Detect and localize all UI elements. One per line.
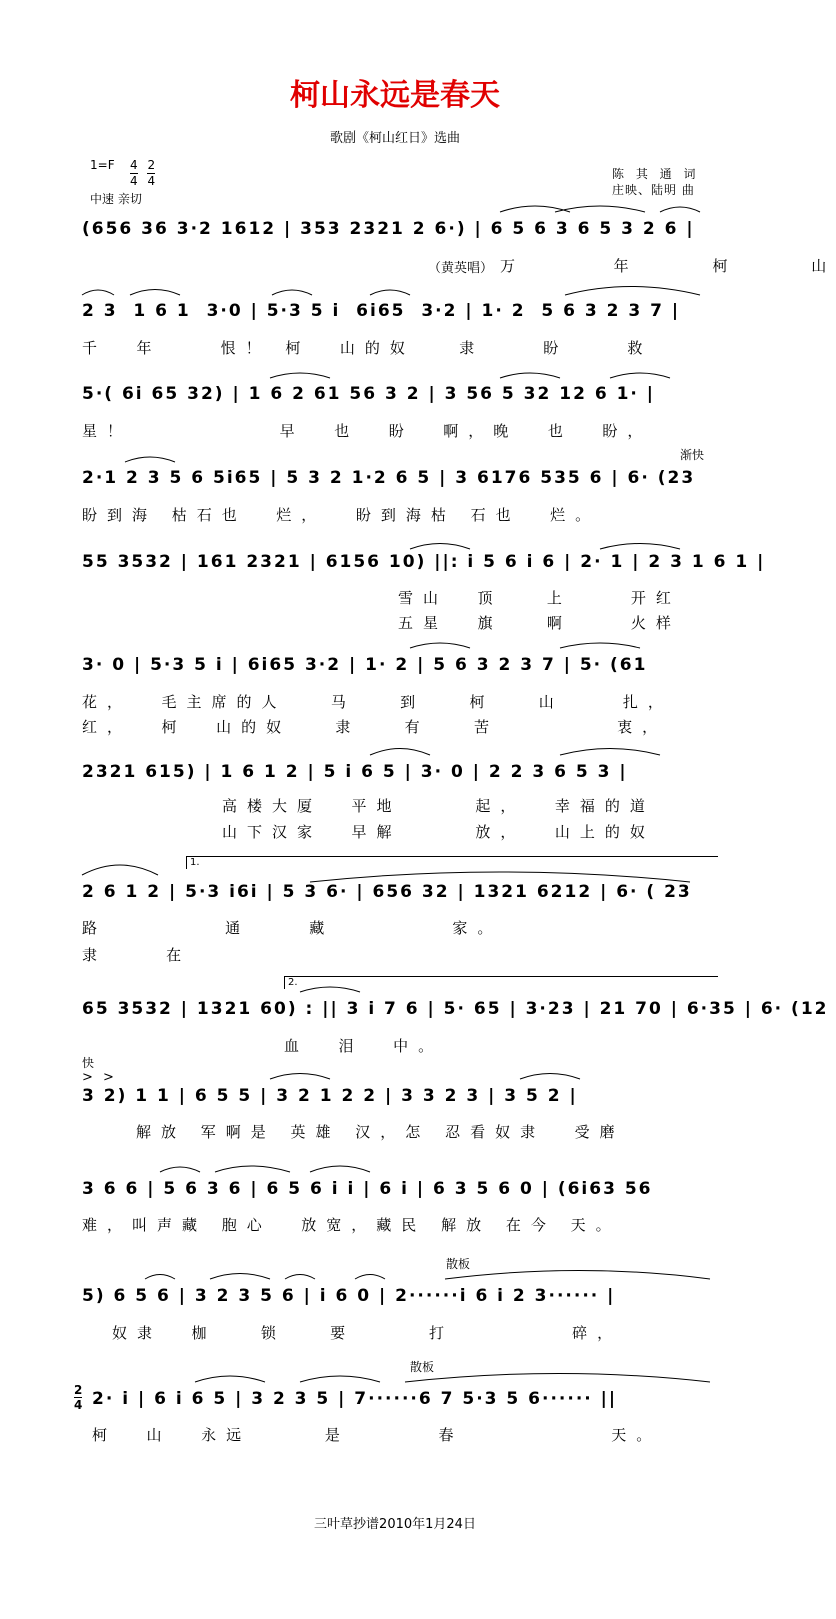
lyrics-line-8a: 路 通 藏 家。: [82, 919, 503, 937]
lyrics-line-11: 难，叫声藏 胞心 放宽，藏民 解放 在今 天。: [82, 1216, 621, 1234]
lyrics-line-5b: 五星 旗 啊 火样: [398, 614, 681, 632]
meter-b-top: 2: [147, 158, 156, 172]
second-ending-bracket: 2.: [284, 976, 718, 989]
lyrics-line-6b: 红， 柯 山的奴 隶 有 苦 衷，: [82, 718, 668, 736]
notation-system-13: 2· i | 6 i 6 5 | 3 2 3 5 | 7······6 7 5·3 5 6······ ||: [92, 1389, 618, 1409]
time-signature: [130, 158, 155, 189]
lyrics-line-7a: 高楼大厦 平地 起， 幸福的道: [222, 797, 655, 815]
lyrics-line-12: 奴隶 枷 锁 要 打 碎，: [112, 1324, 623, 1342]
notation-system-1: (656 36 3·2 1612 | 353 2321 2 6·) | 6 5 6 3 6 5 3 2 6 |: [82, 219, 695, 239]
meter-change: 2 4: [74, 1383, 83, 1412]
lyrics-line-4: 盼到海 枯石也 烂， 盼到海枯 石也 烂。: [82, 506, 601, 524]
song-title: 柯山永远是春天: [290, 78, 500, 113]
notation-system-5: 55 3532 | 161 2321 | 6156 10) ||: i 5 6 i 6 | 2· 1 | 2 3 1 6 1 |: [82, 552, 766, 572]
lyrics-line-13: 柯 山 永远 是 春 天。: [92, 1426, 662, 1444]
accent-marks: > >: [82, 1070, 117, 1085]
lyrics-line-2: 千 年 恨！ 柯 山的奴 隶 盼 救: [82, 339, 653, 357]
lyrics-line-9: 血 泪 中。: [284, 1037, 444, 1055]
tempo-marking: 中速 亲切: [90, 192, 142, 206]
singer-mark: （黄英唱）: [428, 261, 494, 276]
notation-system-11: 3 6 6 | 5 6 3 6 | 6 5 6 i i | 6 i | 6 3 5 6 0 | (6i63 56: [82, 1179, 653, 1199]
notation-system-2: 2 3 1 6 1 3·0 | 5·3 5 i 6i65 3·2 | 1· 2 5 6 3 2 3 7 |: [82, 301, 681, 321]
faster-mark: 渐快: [680, 448, 705, 462]
free-tempo-mark-1: 散板: [446, 1257, 471, 1271]
lyrics-line-5a: 雪山 顶 上 开红: [398, 589, 681, 607]
lyricist-credit: 陈 其 通 词: [612, 167, 700, 181]
lyrics-line-10: 解放 军啊是 英雄 汉，怎 忍看奴隶 受磨: [136, 1123, 625, 1141]
first-ending-bracket: 1.: [186, 856, 718, 869]
song-subtitle: 歌剧《柯山红日》选曲: [329, 131, 460, 146]
notation-system-3: 5·( 6i 65 32) | 1 6 2 61 56 3 2 | 3 56 5 32 12 6 1· |: [82, 384, 655, 404]
meter-a-bottom: 4: [130, 174, 138, 188]
notation-system-12: 5) 6 5 6 | 3 2 3 5 6 | i 6 0 | 2······i 6 i 2 3······ |: [82, 1286, 616, 1306]
lyrics-line-7b: 山下汉家 早解 放， 山上的奴: [222, 823, 655, 841]
notation-system-10: 3 2) 1 1 | 6 5 5 | 3 2 1 2 2 | 3 3 2 3 | 3 5 2 |: [82, 1086, 578, 1106]
lyrics-line-8b: 隶 在: [82, 946, 192, 964]
notation-system-8: 2 6 1 2 | 5·3 i6i | 5 3 6· | 656 32 | 1321 6212 | 6· ( 23: [82, 882, 692, 902]
key-signature: 1=F: [90, 158, 115, 172]
meter-b-bottom: 4: [147, 174, 156, 188]
lyrics-line-1: 万 年 柯 山: [500, 257, 836, 275]
fast-mark: 快: [82, 1056, 95, 1070]
notation-system-4: 2·1 2 3 5 6 5i65 | 5 3 2 1·2 6 5 | 3 6176 535 6 | 6· (23: [82, 468, 696, 488]
notation-system-7: 2321 615) | 1 6 1 2 | 5 i 6 5 | 3· 0 | 2 2 3 6 5 3 |: [82, 762, 628, 782]
notation-system-9: 65 3532 | 1321 60) : || 3 i 7 6 | 5· 65 | 3·23 | 21 70 | 6·35 | 6· (12: [82, 999, 829, 1019]
lyrics-line-6a: 花， 毛主席的人 马 到 柯 山 扎，: [82, 693, 673, 711]
free-tempo-mark-2: 散板: [410, 1360, 435, 1374]
meter-a-top: 4: [130, 158, 138, 172]
lyrics-line-3: 星！ 早 也 盼 啊，晚 也 盼，: [82, 422, 653, 440]
composer-credit: 庄映、陆明 曲: [612, 183, 695, 197]
notation-system-6: 3· 0 | 5·3 5 i | 6i65 3·2 | 1· 2 | 5 6 3 2 3 7 | 5· (61: [82, 655, 648, 675]
transcription-footer: 三叶草抄谱2010年1月24日: [314, 1517, 476, 1532]
